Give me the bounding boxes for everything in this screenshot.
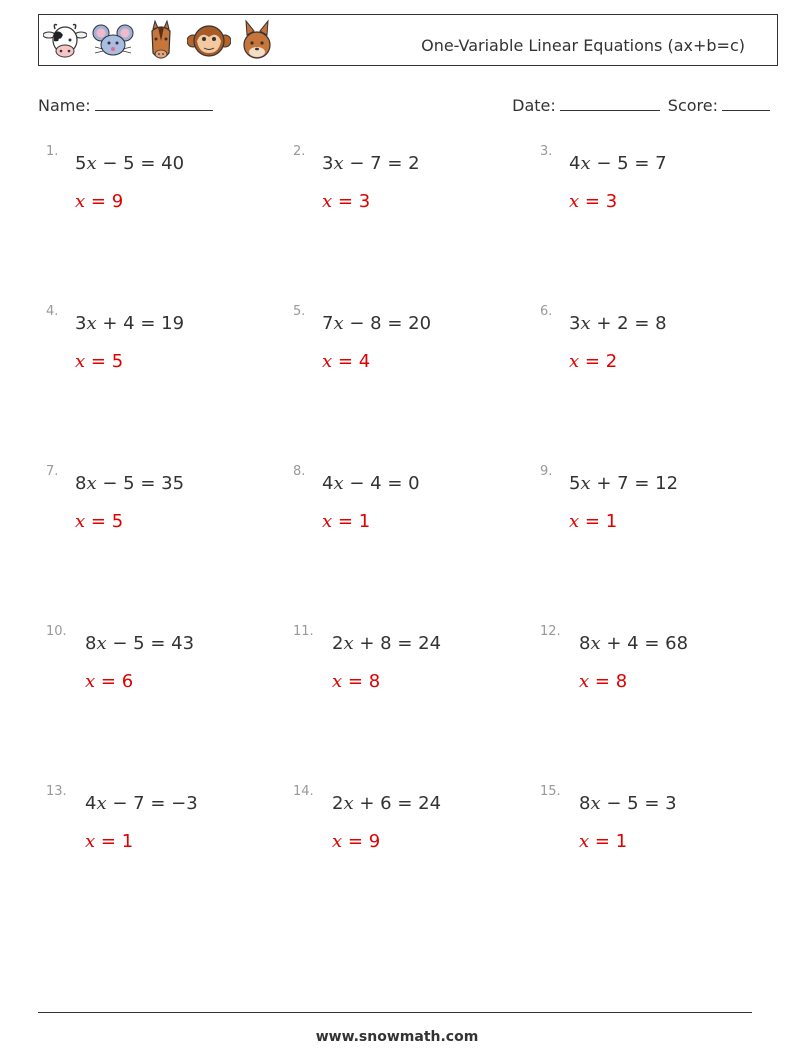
problem-item bbox=[46, 304, 286, 394]
equation-operator: − bbox=[349, 473, 365, 494]
problem-answer: x = 5 bbox=[75, 351, 124, 372]
equation-coefficient: 3 bbox=[75, 313, 87, 334]
equation-result: 68 bbox=[665, 633, 689, 654]
problem-item bbox=[293, 144, 533, 234]
equation-operator: − bbox=[102, 153, 118, 174]
answer-variable: x bbox=[332, 671, 343, 692]
problem-item bbox=[540, 624, 780, 714]
problem-answer: x = 1 bbox=[322, 511, 371, 532]
equation-operator: + bbox=[596, 473, 612, 494]
equation-constant: 8 bbox=[380, 633, 392, 654]
problem-equation: 3x − 7 = 2 bbox=[322, 153, 420, 174]
answer-value: 2 bbox=[605, 351, 618, 372]
equation-constant: 7 bbox=[133, 793, 145, 814]
date-blank[interactable] bbox=[560, 94, 660, 111]
equation-result: 24 bbox=[418, 633, 442, 654]
answer-value: 3 bbox=[358, 191, 371, 212]
equation-operator: − bbox=[112, 793, 128, 814]
equation-operator: − bbox=[606, 793, 622, 814]
problem-number: 1. bbox=[46, 144, 59, 159]
equation-constant: 4 bbox=[370, 473, 382, 494]
score-field[interactable] bbox=[668, 94, 770, 115]
problem-equation: 4x − 5 = 7 bbox=[569, 153, 667, 174]
score-blank[interactable] bbox=[722, 94, 770, 111]
problem-item bbox=[540, 304, 780, 394]
equation-result: 20 bbox=[408, 313, 432, 334]
problem-equation: 3x + 2 = 8 bbox=[569, 313, 667, 334]
cow-icon bbox=[43, 19, 87, 63]
horse-icon bbox=[139, 19, 183, 63]
equation-operator: + bbox=[102, 313, 118, 334]
answer-variable: x bbox=[322, 351, 333, 372]
answer-value: 3 bbox=[605, 191, 618, 212]
answer-value: 1 bbox=[358, 511, 371, 532]
problem-item bbox=[540, 144, 780, 234]
equation-coefficient: 4 bbox=[322, 473, 334, 494]
equation-variable: x bbox=[343, 633, 354, 654]
equation-variable: x bbox=[590, 793, 601, 814]
problem-number: 13. bbox=[46, 784, 67, 799]
equation-variable: x bbox=[96, 793, 107, 814]
equation-operator: + bbox=[359, 633, 375, 654]
answer-value: 8 bbox=[368, 671, 381, 692]
equation-result: 7 bbox=[655, 153, 667, 174]
problem-equation: 4x − 7 = −3 bbox=[85, 793, 198, 814]
equation-result: 8 bbox=[655, 313, 667, 334]
answer-variable: x bbox=[579, 671, 590, 692]
equation-variable: x bbox=[333, 313, 344, 334]
equation-operator: − bbox=[596, 153, 612, 174]
equation-coefficient: 2 bbox=[332, 633, 344, 654]
name-label: Name: bbox=[38, 96, 91, 115]
equation-coefficient: 5 bbox=[75, 153, 87, 174]
problem-number: 7. bbox=[46, 464, 59, 479]
answer-variable: x bbox=[579, 831, 590, 852]
equation-result: 2 bbox=[408, 153, 420, 174]
problem-answer: x = 9 bbox=[75, 191, 124, 212]
problem-number: 4. bbox=[46, 304, 59, 319]
answer-value: 1 bbox=[605, 511, 618, 532]
equation-operator: + bbox=[596, 313, 612, 334]
equation-result: 3 bbox=[665, 793, 677, 814]
answer-variable: x bbox=[75, 351, 86, 372]
problem-answer: x = 3 bbox=[569, 191, 618, 212]
answer-variable: x bbox=[75, 511, 86, 532]
problem-equation: 3x + 4 = 19 bbox=[75, 313, 185, 334]
answer-value: 6 bbox=[121, 671, 134, 692]
equation-variable: x bbox=[86, 313, 97, 334]
equation-operator: − bbox=[349, 153, 365, 174]
squirrel-icon bbox=[235, 19, 279, 63]
equation-operator: + bbox=[606, 633, 622, 654]
problem-item bbox=[293, 624, 533, 714]
equation-variable: x bbox=[580, 473, 591, 494]
equation-coefficient: 2 bbox=[332, 793, 344, 814]
animal-icons bbox=[43, 19, 279, 63]
worksheet-title: One-Variable Linear Equations (ax+b=c) bbox=[421, 36, 745, 55]
problem-number: 12. bbox=[540, 624, 561, 639]
answer-value: 9 bbox=[111, 191, 124, 212]
answer-variable: x bbox=[569, 511, 580, 532]
equation-variable: x bbox=[333, 153, 344, 174]
equation-constant: 7 bbox=[617, 473, 629, 494]
equation-variable: x bbox=[86, 473, 97, 494]
problem-answer: x = 6 bbox=[85, 671, 134, 692]
problem-item bbox=[46, 464, 286, 554]
problem-answer: x = 5 bbox=[75, 511, 124, 532]
answer-variable: x bbox=[85, 671, 96, 692]
equation-coefficient: 8 bbox=[85, 633, 97, 654]
problem-equation: 8x − 5 = 35 bbox=[75, 473, 185, 494]
problem-answer: x = 8 bbox=[579, 671, 628, 692]
problem-item bbox=[46, 624, 286, 714]
equation-coefficient: 3 bbox=[322, 153, 334, 174]
equation-constant: 5 bbox=[123, 473, 135, 494]
problem-number: 14. bbox=[293, 784, 314, 799]
equation-coefficient: 4 bbox=[569, 153, 581, 174]
problem-item bbox=[293, 304, 533, 394]
problem-item bbox=[293, 464, 533, 554]
equation-coefficient: 8 bbox=[579, 633, 591, 654]
problem-answer: x = 8 bbox=[332, 671, 381, 692]
equation-operator: + bbox=[359, 793, 375, 814]
date-label: Date: bbox=[512, 96, 556, 115]
equation-operator: − bbox=[112, 633, 128, 654]
answer-variable: x bbox=[569, 191, 580, 212]
equation-coefficient: 3 bbox=[569, 313, 581, 334]
problem-number: 3. bbox=[540, 144, 553, 159]
equation-result: 24 bbox=[418, 793, 442, 814]
equation-variable: x bbox=[590, 633, 601, 654]
problem-equation: 2x + 8 = 24 bbox=[332, 633, 442, 654]
problem-answer: x = 4 bbox=[322, 351, 371, 372]
equation-variable: x bbox=[96, 633, 107, 654]
problem-equation: 8x + 4 = 68 bbox=[579, 633, 689, 654]
name-blank[interactable] bbox=[95, 94, 213, 111]
problem-item bbox=[46, 784, 286, 874]
equation-variable: x bbox=[580, 313, 591, 334]
problem-number: 15. bbox=[540, 784, 561, 799]
equation-variable: x bbox=[580, 153, 591, 174]
equation-operator: − bbox=[349, 313, 365, 334]
answer-variable: x bbox=[569, 351, 580, 372]
problem-answer: x = 2 bbox=[569, 351, 618, 372]
problem-item bbox=[46, 144, 286, 234]
footer-divider bbox=[38, 1012, 752, 1013]
answer-value: 1 bbox=[615, 831, 628, 852]
equation-constant: 5 bbox=[133, 633, 145, 654]
mouse-icon bbox=[91, 19, 135, 63]
problem-answer: x = 1 bbox=[579, 831, 628, 852]
problem-equation: 8x − 5 = 43 bbox=[85, 633, 195, 654]
equation-constant: 8 bbox=[370, 313, 382, 334]
problem-answer: x = 1 bbox=[569, 511, 618, 532]
equation-variable: x bbox=[343, 793, 354, 814]
equation-variable: x bbox=[333, 473, 344, 494]
problem-number: 9. bbox=[540, 464, 553, 479]
equation-constant: 6 bbox=[380, 793, 392, 814]
equation-constant: 5 bbox=[123, 153, 135, 174]
equation-coefficient: 8 bbox=[75, 473, 87, 494]
equation-constant: 2 bbox=[617, 313, 629, 334]
equation-constant: 4 bbox=[627, 633, 639, 654]
equation-result: −3 bbox=[171, 793, 198, 814]
equation-operator: − bbox=[102, 473, 118, 494]
answer-value: 4 bbox=[358, 351, 371, 372]
equation-result: 19 bbox=[161, 313, 185, 334]
problem-number: 5. bbox=[293, 304, 306, 319]
answer-value: 1 bbox=[121, 831, 134, 852]
answer-variable: x bbox=[85, 831, 96, 852]
equation-coefficient: 4 bbox=[85, 793, 97, 814]
answer-value: 8 bbox=[615, 671, 628, 692]
equation-result: 0 bbox=[408, 473, 420, 494]
score-label: Score: bbox=[667, 96, 718, 115]
problem-equation: 8x − 5 = 3 bbox=[579, 793, 677, 814]
problem-number: 8. bbox=[293, 464, 306, 479]
answer-value: 5 bbox=[111, 511, 124, 532]
equation-coefficient: 7 bbox=[322, 313, 334, 334]
problem-number: 6. bbox=[540, 304, 553, 319]
problem-item bbox=[540, 464, 780, 554]
problem-answer: x = 3 bbox=[322, 191, 371, 212]
equation-coefficient: 5 bbox=[569, 473, 581, 494]
problem-number: 2. bbox=[293, 144, 306, 159]
equation-constant: 5 bbox=[617, 153, 629, 174]
monkey-icon bbox=[187, 19, 231, 63]
problem-answer: x = 9 bbox=[332, 831, 381, 852]
equation-variable: x bbox=[86, 153, 97, 174]
answer-variable: x bbox=[75, 191, 86, 212]
problem-equation: 7x − 8 = 20 bbox=[322, 313, 432, 334]
problem-equation: 4x − 4 = 0 bbox=[322, 473, 420, 494]
equation-constant: 5 bbox=[627, 793, 639, 814]
problem-equation: 2x + 6 = 24 bbox=[332, 793, 442, 814]
equation-result: 12 bbox=[655, 473, 679, 494]
date-field[interactable] bbox=[512, 94, 660, 115]
date-score-fields bbox=[512, 94, 770, 115]
problem-item bbox=[540, 784, 780, 874]
answer-variable: x bbox=[332, 831, 343, 852]
problem-answer: x = 1 bbox=[85, 831, 134, 852]
equation-constant: 7 bbox=[370, 153, 382, 174]
answer-value: 9 bbox=[368, 831, 381, 852]
name-field[interactable] bbox=[38, 94, 213, 115]
problem-equation: 5x − 5 = 40 bbox=[75, 153, 185, 174]
problem-number: 10. bbox=[46, 624, 67, 639]
answer-value: 5 bbox=[111, 351, 124, 372]
problem-item bbox=[293, 784, 533, 874]
equation-constant: 4 bbox=[123, 313, 135, 334]
answer-variable: x bbox=[322, 511, 333, 532]
equation-coefficient: 8 bbox=[579, 793, 591, 814]
equation-result: 40 bbox=[161, 153, 185, 174]
equation-result: 35 bbox=[161, 473, 185, 494]
footer-site: www.snowmath.com bbox=[315, 1029, 479, 1045]
answer-variable: x bbox=[322, 191, 333, 212]
problem-number: 11. bbox=[293, 624, 314, 639]
worksheet-header bbox=[38, 14, 778, 66]
equation-result: 43 bbox=[171, 633, 195, 654]
problem-equation: 5x + 7 = 12 bbox=[569, 473, 679, 494]
